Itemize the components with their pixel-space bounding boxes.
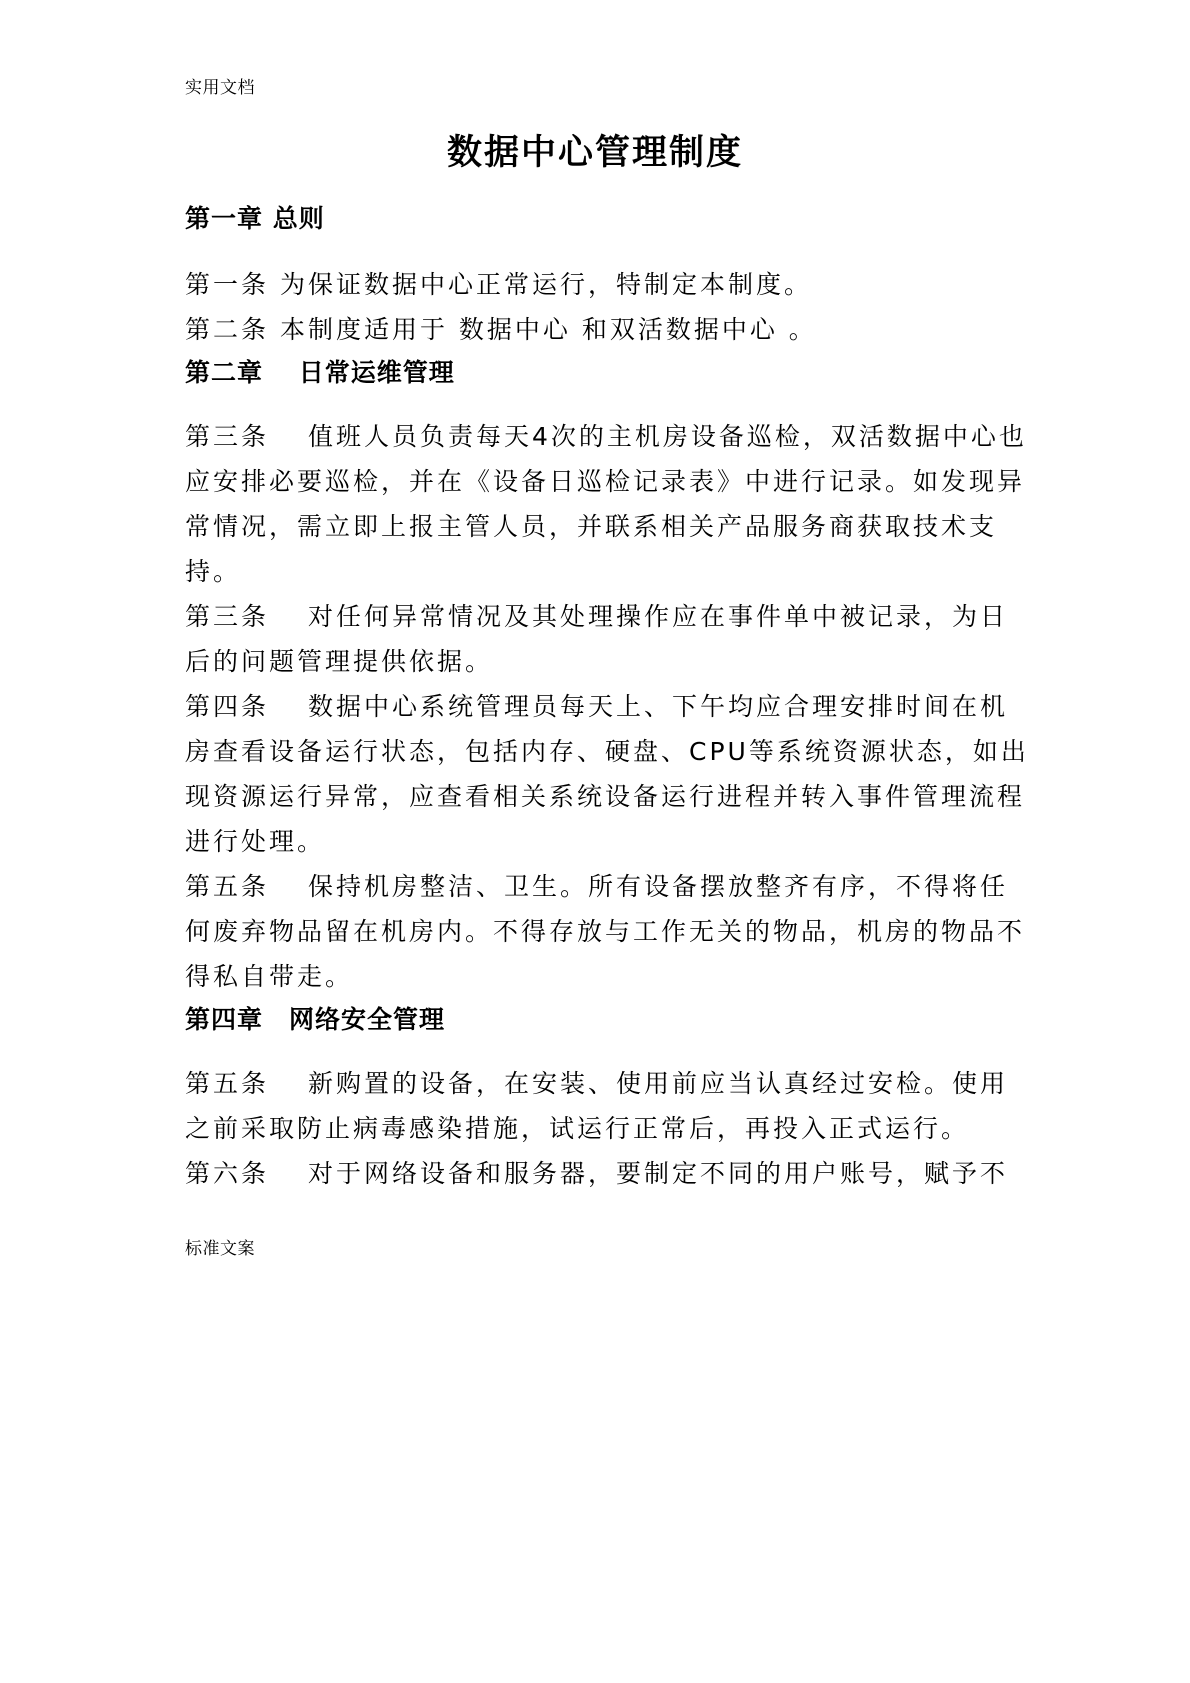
- chapter-heading-4: 第四章 网络安全管理: [185, 1005, 446, 1034]
- document-title: 数据中心管理制度: [446, 133, 743, 173]
- chapter-heading-2: 第二章 日常运维管理: [185, 358, 455, 387]
- document-body: [185, 198, 1035, 1196]
- article-paragraph: 第三条 对任何异常情况及其处理操作应在事件单中被记录，为日后的问题管理提供依据。: [185, 602, 1008, 676]
- article-paragraph: 第五条 保持机房整洁、卫生。所有设备摆放整齐有序，不得将任何废弃物品留在机房内。不得存放与工作无关的物品，机房的物品不得私自带走。: [185, 872, 1026, 991]
- article-paragraph: 第二条 本制度适用于 数据中心 和双活数据中心 。: [185, 315, 817, 344]
- article-paragraph: 第五条 新购置的设备，在安装、使用前应当认真经过安检。使用之前采取防止病毒感染措施，试运行正常后，再投入正式运行。: [185, 1069, 1008, 1143]
- footer-label: 标准文案: [185, 1239, 255, 1259]
- article-paragraph: 第三条 值班人员负责每天4次的主机房设备巡检，双活数据中心也应安排必要巡检，并在《设备日巡检记录表》中进行记录。如发现异常情况，需立即上报主管人员，并联系相关产品服务商获取技术支持。: [185, 422, 1027, 586]
- header-label: 实用文档: [185, 78, 255, 98]
- article-paragraph: 第四条 数据中心系统管理员每天上、下午均应合理安排时间在机房查看设备运行状态，包括内存、硬盘、CPU等系统资源状态，如出现资源运行异常，应查看相关系统设备运行进程并转入事件管理流程进行处理。: [185, 692, 1029, 856]
- article-paragraph: 第一条 为保证数据中心正常运行，特制定本制度。: [185, 270, 812, 299]
- chapter-heading-1: 第一章 总则: [185, 204, 325, 233]
- article-paragraph: 第六条 对于网络设备和服务器，要制定不同的用户账号，赋予不: [185, 1159, 1008, 1188]
